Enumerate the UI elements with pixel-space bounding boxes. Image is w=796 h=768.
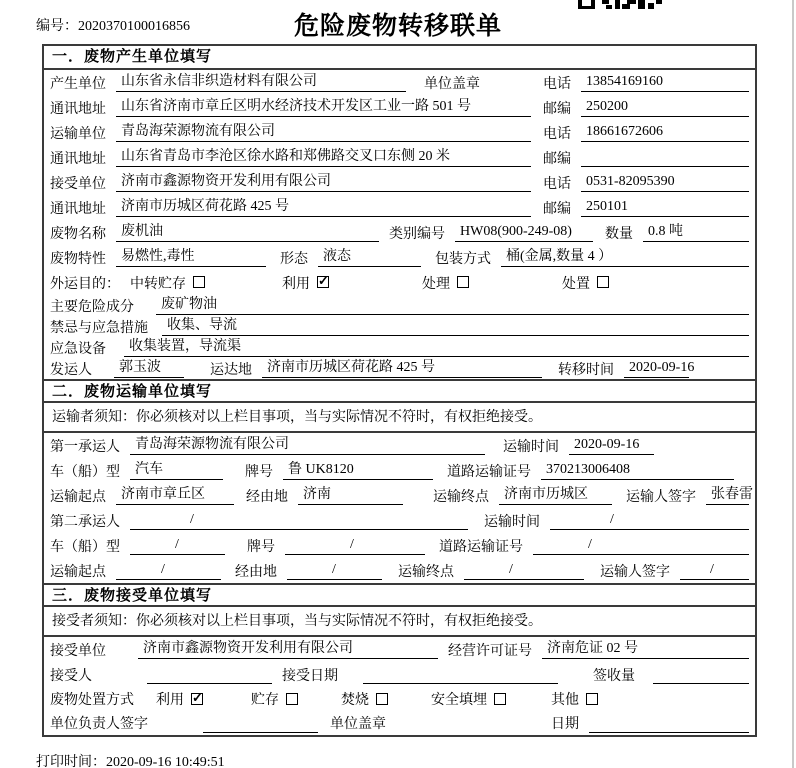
row-transporter xyxy=(44,120,755,145)
disposal-option-label: 其他 xyxy=(551,693,579,708)
checkbox-treat xyxy=(457,276,469,288)
carrier1-time-label: 运输时间 xyxy=(503,439,559,455)
route1-start-label: 运输起点 xyxy=(50,489,106,505)
vehicle1-value: 汽车 xyxy=(130,461,223,480)
row-vehicle2 xyxy=(44,533,755,558)
print-time-label: 打印时间： xyxy=(36,755,106,768)
transfer-time-value: 2020-09-16 xyxy=(624,359,689,378)
dispatcher-label: 发运人 xyxy=(50,362,92,378)
taboo-value: 收集、导流 xyxy=(162,317,749,336)
purpose-option-label: 利用 xyxy=(282,276,310,292)
row-accept-unit xyxy=(44,637,755,662)
transporter-address-group xyxy=(50,148,543,168)
disposal-label: 废物处置方式 xyxy=(50,693,134,708)
dispatcher-value: 郭玉波 xyxy=(114,359,184,378)
waste-prop-label: 废物特性 xyxy=(50,251,106,267)
receiver-address-label: 通讯地址 xyxy=(50,201,106,217)
receiver-value: 济南市鑫源物资开发利用有限公司 xyxy=(116,173,531,192)
transporter-group xyxy=(50,123,543,143)
receiver-zip-value: 250101 xyxy=(581,198,749,217)
carrier2-time-label: 运输时间 xyxy=(484,514,540,530)
producer-zip-value: 250200 xyxy=(581,98,749,117)
receiver-address-group xyxy=(50,198,543,218)
row-acceptor xyxy=(44,662,755,687)
transporter-label: 运输单位 xyxy=(50,126,106,142)
receiver-zip-label: 邮编 xyxy=(543,201,571,217)
taboo-label: 禁忌与应急措施 xyxy=(50,320,148,336)
row-transporter-address xyxy=(44,145,755,170)
producer-seal-label: 单位盖章 xyxy=(424,76,480,92)
route1-via-value: 济南 xyxy=(298,486,403,505)
route2-start-label: 运输起点 xyxy=(50,564,106,580)
accept-unit-label: 接受单位 xyxy=(50,643,106,659)
equip-value: 收集装置，导流渠 xyxy=(124,338,749,357)
route2-sign-label: 运输人签字 xyxy=(600,564,670,580)
equip-label: 应急设备 xyxy=(50,341,106,357)
section3-header: 三．废物接受单位填写 xyxy=(44,583,755,607)
disposal-option-label: 安全填埋 xyxy=(431,693,487,708)
receiver-tel-value: 0531-82095390 xyxy=(581,173,749,192)
checkbox-utilize xyxy=(317,276,329,288)
route1-end-value: 济南市历城区 xyxy=(499,486,612,505)
row-receiver-address xyxy=(44,195,755,220)
producer-address-label: 通讯地址 xyxy=(50,101,106,117)
permit-value: 济南危证 02 号 xyxy=(542,640,749,659)
purpose-option-transfer-storage xyxy=(130,273,282,293)
disposal-option-other xyxy=(551,689,598,709)
row-carrier2 xyxy=(44,508,755,533)
route2-sign-value: / xyxy=(680,561,749,580)
purpose-option-dispose xyxy=(562,273,609,293)
disposal-option-label: 利用 xyxy=(156,693,184,708)
vehicle1-label: 车（船）型 xyxy=(50,464,120,480)
row-waste-name xyxy=(44,220,755,245)
sign-date-label: 日期 xyxy=(551,717,579,732)
waste-category-label: 类别编号 xyxy=(389,226,445,242)
checkbox-disposal-other xyxy=(586,693,598,705)
route1-via-label: 经由地 xyxy=(246,489,288,505)
sign-date-value xyxy=(589,714,749,733)
row-route2 xyxy=(44,558,755,583)
vehicle2-label: 车（船）型 xyxy=(50,539,120,555)
carrier2-label: 第二承运人 xyxy=(50,514,120,530)
purpose-option-label: 中转贮存 xyxy=(130,276,186,292)
carrier1-value: 青岛海荣源物流有限公司 xyxy=(130,436,485,455)
receiver-label: 接受单位 xyxy=(50,176,106,192)
disposal-option-landfill xyxy=(431,689,551,709)
row-producer xyxy=(44,70,755,95)
route2-via-value: / xyxy=(287,561,382,580)
page-title: 危险废物转移联单 xyxy=(293,13,502,40)
row-vehicle1 xyxy=(44,458,755,483)
vehicle1-license-label: 道路运输证号 xyxy=(447,464,531,480)
purpose-option-utilize xyxy=(282,273,422,293)
vehicle2-value: / xyxy=(130,536,225,555)
row-emergency-equipment xyxy=(44,337,755,358)
receipt-qty-value xyxy=(653,665,749,684)
route2-end-label: 运输终点 xyxy=(398,564,454,580)
manifest-form-table xyxy=(42,44,757,737)
vehicle2-plate-label: 牌号 xyxy=(247,539,275,555)
section2-notice: 运输者须知：你必须核对以上栏目事项，当与实际情况不符时，有权拒绝接受。 xyxy=(44,403,755,433)
producer-value: 山东省永信非织造材料有限公司 xyxy=(116,73,406,92)
transporter-tel-label: 电话 xyxy=(543,126,571,142)
responsible-sign-value xyxy=(203,714,318,733)
print-time-value: 2020-09-16 10:49:51 xyxy=(106,755,225,768)
transporter-address-value: 山东省青岛市李沧区徐水路和郑佛路交叉口东侧 20 米 xyxy=(116,148,531,167)
carrier2-value: / xyxy=(130,511,468,530)
checkbox-disposal-utilize xyxy=(191,693,203,705)
destination-value: 济南市历城区荷花路 425 号 xyxy=(262,359,542,378)
acceptor-value xyxy=(147,665,272,684)
disposal-option-label: 焚烧 xyxy=(341,693,369,708)
waste-qty-value: 0.8 吨 xyxy=(643,223,749,242)
transporter-tel-value: 18661672606 xyxy=(581,123,749,142)
producer-address-value: 山东省济南市章丘区明水经济技术开发区工业一路 501 号 xyxy=(116,98,531,117)
purpose-option-label: 处理 xyxy=(422,276,450,292)
carrier1-label: 第一承运人 xyxy=(50,439,120,455)
producer-zip-label: 邮编 xyxy=(543,101,571,117)
disposal-option-utilize xyxy=(156,689,251,709)
receiver-tel-label: 电话 xyxy=(543,176,571,192)
vehicle1-plate-value: 鲁 UK8120 xyxy=(283,461,433,480)
disposal-option-incinerate xyxy=(341,689,431,709)
row-carrier1 xyxy=(44,433,755,458)
waste-pack-value: 桶(金属,数量 4 ） xyxy=(501,248,749,267)
disposal-option-label: 贮存 xyxy=(251,693,279,708)
vehicle2-plate-value: / xyxy=(285,536,425,555)
checkbox-disposal-incinerate xyxy=(376,693,388,705)
responsible-sign-label: 单位负责人签字 xyxy=(50,717,148,732)
route2-start-value: / xyxy=(116,561,221,580)
accept-date-value xyxy=(363,665,558,684)
waste-name-value: 废机油 xyxy=(116,223,379,242)
waste-qty-label: 数量 xyxy=(605,226,633,242)
route1-sign-label: 运输人签字 xyxy=(626,489,696,505)
receiver-group xyxy=(50,173,543,193)
transporter-zip-label: 邮编 xyxy=(543,151,571,167)
section3-notice: 接受者须知：你必须核对以上栏目事项，当与实际情况不符时，有权拒绝接受。 xyxy=(44,607,755,637)
disposal-option-store xyxy=(251,689,341,709)
permit-label: 经营许可证号 xyxy=(448,643,532,659)
row-transfer-purpose xyxy=(44,270,755,295)
route1-end-label: 运输终点 xyxy=(433,489,489,505)
row-hazard-component xyxy=(44,295,755,316)
row-dispatcher xyxy=(44,358,755,379)
hazard-value: 废矿物油 xyxy=(156,296,749,315)
row-receiver xyxy=(44,170,755,195)
transporter-zip-value xyxy=(581,148,749,167)
route2-via-label: 经由地 xyxy=(235,564,277,580)
transfer-time-label: 转移时间 xyxy=(558,362,614,378)
hazard-label: 主要危险成分 xyxy=(50,299,134,315)
purpose-label: 外运目的： xyxy=(50,276,120,292)
row-disposal-method xyxy=(44,687,755,711)
unit-seal-label: 单位盖章 xyxy=(330,717,386,732)
transporter-address-label: 通讯地址 xyxy=(50,151,106,167)
producer-label: 产生单位 xyxy=(50,76,106,92)
row-waste-properties xyxy=(44,245,755,270)
producer-tel-label: 电话 xyxy=(543,76,571,92)
vehicle1-plate-label: 牌号 xyxy=(245,464,273,480)
checkbox-dispose xyxy=(597,276,609,288)
accept-unit-value: 济南市鑫源物资开发利用有限公司 xyxy=(138,640,438,659)
waste-name-label: 废物名称 xyxy=(50,226,106,242)
page-edge-divider xyxy=(792,0,794,768)
checkbox-transfer-storage xyxy=(193,276,205,288)
vehicle2-license-label: 道路运输证号 xyxy=(439,539,523,555)
waste-prop-value: 易燃性,毒性 xyxy=(116,248,266,267)
section2-header: 二．废物运输单位填写 xyxy=(44,379,755,403)
section1-header: 一．废物产生单位填写 xyxy=(44,46,755,70)
transporter-value: 青岛海荣源物流有限公司 xyxy=(116,123,531,142)
producer-group xyxy=(50,73,543,93)
route2-end-value: / xyxy=(464,561,584,580)
acceptor-label: 接受人 xyxy=(50,668,92,684)
route1-sign-value: 张春雷 xyxy=(706,486,749,505)
row-responsible-signature xyxy=(44,711,755,735)
route1-start-value: 济南市章丘区 xyxy=(116,486,234,505)
destination-label: 运达地 xyxy=(210,362,252,378)
checkbox-disposal-landfill xyxy=(494,693,506,705)
row-route1 xyxy=(44,483,755,508)
waste-category-value: HW08(900-249-08) xyxy=(455,223,593,242)
vehicle2-license-value: / xyxy=(533,536,749,555)
waste-pack-label: 包装方式 xyxy=(435,251,491,267)
producer-address-group xyxy=(50,98,543,118)
waste-form-label: 形态 xyxy=(280,251,308,267)
row-producer-address xyxy=(44,95,755,120)
waste-form-value: 液态 xyxy=(318,248,421,267)
row-taboo-measures xyxy=(44,316,755,337)
receipt-qty-label: 签收量 xyxy=(593,668,635,684)
purpose-option-label: 处置 xyxy=(562,276,590,292)
receiver-address-value: 济南市历城区荷花路 425 号 xyxy=(116,198,531,217)
accept-date-label: 接受日期 xyxy=(282,668,338,684)
carrier2-time-value: / xyxy=(550,511,749,530)
purpose-option-treat xyxy=(422,273,562,293)
serial-value: 2020370100016856 xyxy=(78,19,190,34)
vehicle1-license-value: 370213006408 xyxy=(541,461,734,480)
print-time-line xyxy=(36,751,225,768)
carrier1-time-value: 2020-09-16 xyxy=(569,436,654,455)
serial-label: 编号： xyxy=(36,19,78,34)
checkbox-disposal-store xyxy=(286,693,298,705)
producer-tel-value: 13854169160 xyxy=(581,73,749,92)
